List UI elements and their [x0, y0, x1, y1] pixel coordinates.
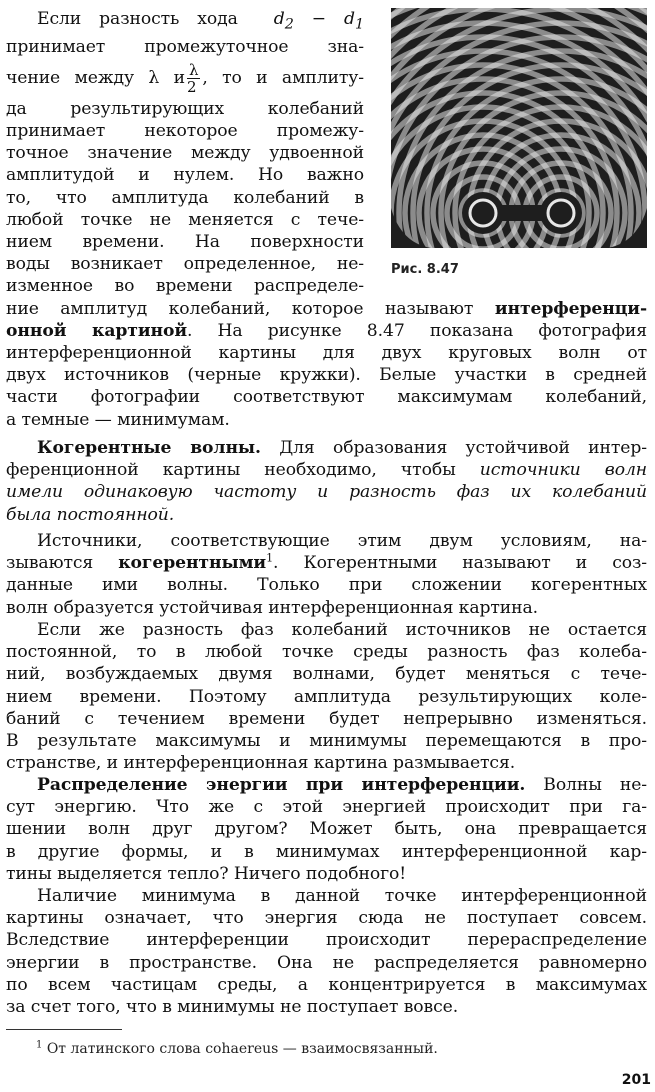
text-line: странстве, и интерференционная картина размывается.: [6, 753, 516, 774]
text-line: Вследствие интерференции происходит перераспределение: [6, 930, 647, 951]
text-line: изменное во времени распределе-: [6, 276, 364, 297]
text-line: Источники, соответствующие этим двум условиям, на-: [37, 531, 647, 551]
figure-caption: Рис. 8.47: [391, 262, 459, 277]
page-number: 201: [621, 1072, 651, 1088]
text-line: сут энергию. Что же с этой энергией происходит при га-: [6, 797, 647, 818]
text-line: нием времени. Поэтому амплитуда результирующих коле-: [6, 686, 647, 707]
source-circle: [462, 192, 504, 234]
interference-pattern-image: [391, 8, 647, 248]
text-line: ние амплитуд колебаний, которое называют интерференци-: [6, 298, 647, 319]
paragraph-phase-difference: [6, 619, 647, 774]
text-line: энергии в пространстве. Она не распределяется равномерно: [6, 952, 647, 973]
text-line: ний, возбуждаемых двумя волнами, будет меняться с тече-: [6, 664, 647, 685]
text-line: принимает промежуточное зна-: [6, 36, 364, 57]
text-line: любой точке не меняется с тече-: [6, 209, 364, 230]
paragraph-minimum-meaning: [6, 885, 647, 1018]
text-line: тины выделяется тепло? Ничего подобного!: [6, 863, 407, 884]
text-line: постоянной, то в любой точке среды разность фаз колеба-: [6, 642, 647, 663]
text-line: воды возникает определенное, не-: [6, 254, 364, 275]
text-line: нием времени. На поверхности: [6, 232, 364, 253]
text-line: была постоянной.: [6, 504, 175, 525]
text-line: Наличие минимума в данной точке интерференционной: [37, 886, 647, 906]
text-line: в другие формы, и в минимумах интерференционной кар-: [6, 841, 647, 862]
section-heading: Когерентные волны.: [37, 438, 261, 458]
text-line: да результирующих колебаний: [6, 98, 364, 119]
lambda-over-two-fraction: $\frac{\lambda}{2}$: [186, 60, 199, 96]
text-line: волн образуется устойчивая интерференционная картина.: [6, 597, 538, 618]
text-line: В результате максимумы и минимумы перемещаются в про-: [6, 731, 647, 752]
text-line: данные ими волны. Только при сложении когерентных: [6, 575, 647, 596]
paragraph-coherent-waves: [6, 437, 647, 526]
text-line: то, что амплитуда колебаний в: [6, 187, 364, 208]
text-line: двух источников (черные кружки). Белые участки в средней: [6, 365, 647, 386]
text-line: чение между λ и $\frac{\lambda}{2}$ , то и амплиту-: [6, 60, 364, 96]
text-line: части фотографии соответствуют максимумам колебаний,: [6, 387, 647, 408]
text-line: онной картиной. На рисунке 8.47 показана фотография: [6, 320, 647, 341]
source-circle: [540, 192, 582, 234]
text-line: за счет того, что в минимумы не поступает вовсе.: [6, 997, 459, 1018]
footnote-mark: 1: [266, 551, 273, 565]
text-line: точное значение между удвоенной: [6, 143, 364, 164]
text-line: имели одинаковую частоту и разность фаз их колебаний: [6, 482, 647, 503]
text-line: картины означает, что энергия сюда не поступает совсем.: [6, 908, 647, 929]
text-line: Если разность хода $d_2 - d_1$: [37, 9, 364, 33]
text-line: шении волн друг другом? Может быть, она превращается: [6, 819, 647, 840]
text-line: ференционной картины необходимо, чтобы источники волн: [6, 460, 648, 481]
text-line: Распределение энергии при интерференции. Волны не-: [37, 775, 647, 795]
footnote-divider: [6, 1029, 122, 1030]
text-line: по всем частицам среды, а концентрируется в максимумах: [6, 974, 647, 995]
interference-photo-figure: [391, 8, 647, 248]
text-line: Если же разность фаз колебаний источников не остается: [37, 620, 647, 640]
paragraph-energy-distribution: [6, 774, 647, 885]
text-line: Когерентные волны. Для образования устойчивой интер-: [37, 438, 647, 458]
section-heading: Распределение энергии при интерференции.: [37, 775, 526, 795]
text-line: баний с течением времени будет непрерывно изменяться.: [6, 708, 647, 729]
text-line: а темные — минимумам.: [6, 409, 230, 430]
text-line: принимает некоторое промежу-: [6, 121, 364, 142]
footnote: $^1$ От латинского слова cohaereus — взаимосвязанный.: [36, 1039, 438, 1057]
paragraph-coherent-sources: [6, 530, 647, 619]
text-line: интерференционной картины для двух круговых волн от: [6, 343, 647, 364]
text-line: амплитудой и нулем. Но важно: [6, 165, 364, 186]
text-line: зываются когерентными$^1$. Когерентными называют и соз-: [6, 551, 648, 574]
